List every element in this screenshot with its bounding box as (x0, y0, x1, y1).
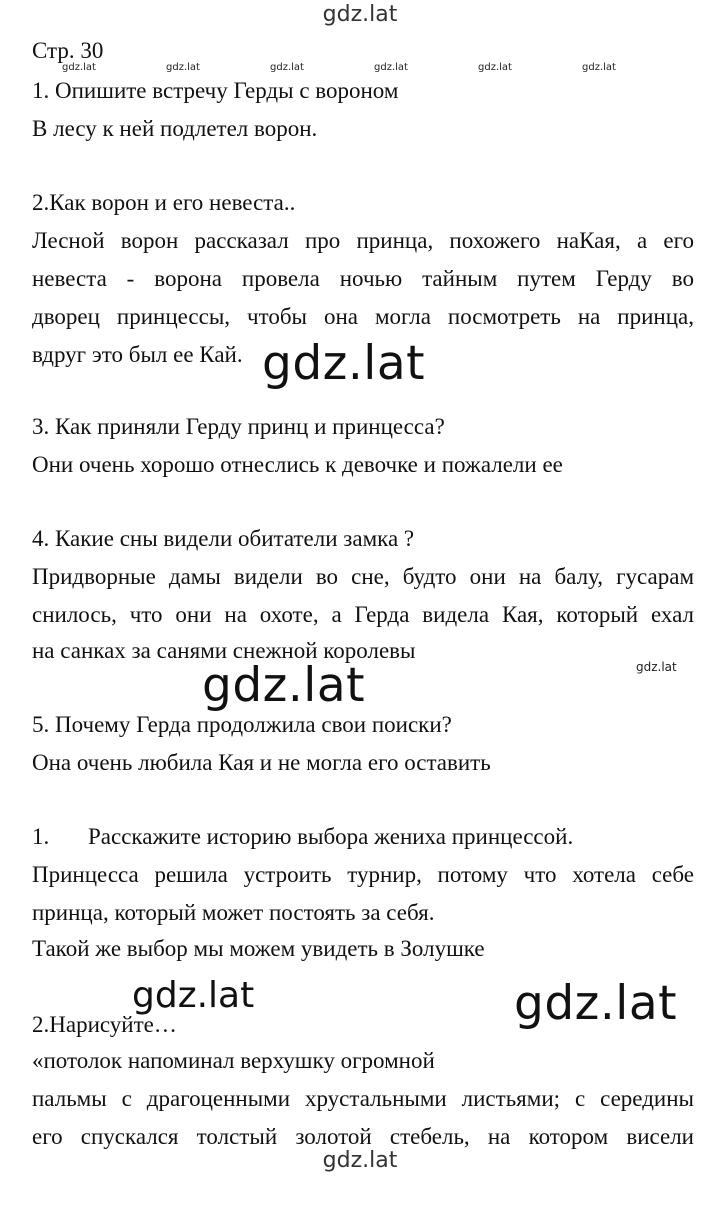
watermark-large: gdz.lat (514, 976, 678, 1031)
answer-2-line: невеста - ворона провела ночью тайным путем Герду во (32, 266, 694, 291)
question-5: 5. Почему Герда продолжила свои поиски? (32, 712, 452, 737)
answer-5-line: Она очень любила Кая и не могла его оставить (32, 750, 491, 775)
answer-2-line: Лесной ворон рассказал про принца, похожего наКая, а его (32, 228, 694, 253)
watermark-right: gdz.lat (636, 660, 677, 674)
question-3: 3. Как приняли Герду принц и принцесса? (32, 414, 445, 439)
part2-answer-2-line: пальмы с драгоценными хрустальными листьями; с середины (32, 1086, 694, 1111)
part2-answer-1-line: принца, который может постоять за себя. (32, 900, 435, 925)
watermark-medium: gdz.lat (132, 975, 255, 1016)
watermark-large: gdz.lat (262, 336, 426, 391)
part2-answer-2-line: его спускался толстый золотой стебель, на котором висели (32, 1124, 694, 1149)
watermark-small: gdz.lat (582, 62, 616, 73)
question-4: 4. Какие сны видели обитатели замка ? (32, 526, 415, 551)
answer-4-line: на санках за санями снежной королевы (32, 638, 416, 663)
answer-1-line: В лесу к ней подлетел ворон. (32, 116, 318, 141)
answer-4-line: снилось, что они на охоте, а Герда видела Кая, который ехал (32, 602, 694, 627)
part2-answer-2-line: «потолок напоминал верхушку огромной (32, 1048, 435, 1073)
answer-2-line: дворец принцессы, чтобы она могла посмотреть на принца, (32, 304, 694, 329)
answer-2-line: вдруг это был ее Кай. (32, 342, 243, 367)
watermark-bottom: gdz.lat (322, 1148, 398, 1173)
part2-question-1: Расскажите историю выбора жениха принцессой. (88, 824, 574, 849)
page-label: Стр. 30 (32, 38, 104, 63)
part2-answer-1-line: Такой же выбор мы можем увидеть в Золушке (32, 936, 485, 961)
watermark-small: gdz.lat (270, 62, 304, 73)
watermark-small: gdz.lat (478, 62, 512, 73)
question-2: 2.Как ворон и его невеста.. (32, 190, 296, 215)
watermark-small: gdz.lat (62, 62, 96, 73)
answer-4-line: Придворные дамы видели во сне, будто они на балу, гусарам (32, 564, 694, 589)
watermark-small: gdz.lat (166, 62, 200, 73)
part2-question-1-number: 1. (32, 824, 50, 849)
part2-question-2: 2.Нарисуйте… (32, 1012, 177, 1037)
part2-answer-1-line: Принцесса решила устроить турнир, потому что хотела себе (32, 862, 694, 887)
watermark-small: gdz.lat (374, 62, 408, 73)
watermark-top: gdz.lat (322, 2, 398, 27)
answer-3-line: Они очень хорошо отнеслись к девочке и пожалели ее (32, 452, 563, 477)
watermark-large: gdz.lat (202, 658, 366, 713)
question-1: 1. Опишите встречу Герды с вороном (32, 78, 399, 103)
